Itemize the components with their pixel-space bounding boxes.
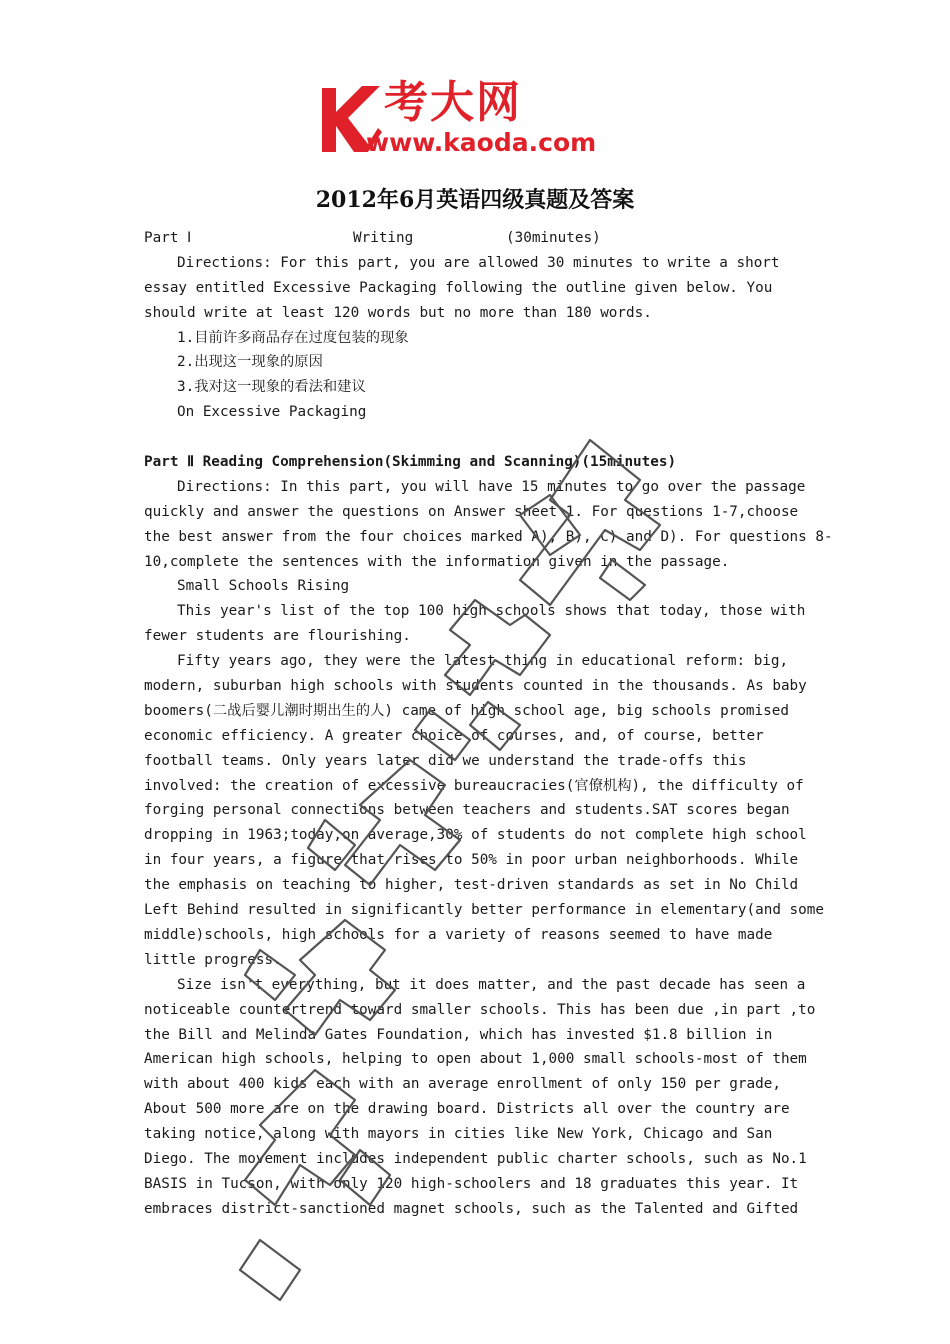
paragraph-line: boomers(二战后婴儿潮时期出生的人) came of high school age, big schools promised — [144, 702, 789, 719]
part1-directions-line: essay entitled Excessive Packaging following the outline given below. You — [144, 279, 773, 296]
paragraph-line: with about 400 kids each with an average enrollment of only 150 per grade, — [144, 1076, 781, 1093]
part1-time: (30minutes) — [506, 230, 601, 246]
outline-item: 3.我对这一现象的看法和建议 — [177, 379, 366, 396]
paragraph-line: forging personal connections between teachers and students.SAT scores began — [144, 802, 790, 819]
paragraph-line: dropping in 1963;today,on average,30% of students do not complete high school — [144, 827, 807, 844]
paragraph-line: middle)schools, high schools for a variety of reasons seemed to have made — [144, 926, 773, 943]
essay-title: On Excessive Packaging — [177, 404, 367, 421]
part1-directions-line: should write at least 120 words but no more than 180 words. — [144, 304, 652, 321]
document-title: 2012年6月英语四级真题及答案 — [315, 187, 635, 213]
part2-directions-line: the best answer from the four choices marked A), B), C) and D). For questions 8- — [144, 528, 833, 545]
paragraph-line: modern, suburban high schools with students counted in the thousands. As baby — [144, 678, 807, 695]
paragraph-line: the emphasis on teaching to higher, test-driven standards as set in No Child — [144, 877, 799, 894]
paragraph-line: This year's list of the top 100 high schools shows that today, those with — [177, 603, 806, 620]
passage-title: Small Schools Rising — [177, 578, 350, 595]
part2-heading: Part Ⅱ Reading Comprehension(Skimming and Scanning)(15minutes) — [144, 454, 677, 471]
paragraph-line: economic efficiency. A greater choice of courses, and, of course, better — [144, 727, 764, 744]
paragraph-line: American high schools, helping to open about 1,000 small schools-most of them — [144, 1051, 807, 1068]
part1-heading — [144, 226, 814, 251]
document-body — [144, 226, 833, 1222]
paragraph-line: the Bill and Melinda Gates Foundation, which has invested $1.8 billion in — [144, 1026, 773, 1043]
paragraph-line: BASIS in Tucson, with only 120 high-schoolers and 18 graduates this year. It — [144, 1175, 799, 1192]
outline-item: 2.出现这一现象的原因 — [177, 354, 323, 371]
paragraph-line: About 500 more are on the drawing board. Districts all over the country are — [144, 1101, 790, 1118]
paragraph-line: Left Behind resulted in significantly better performance in elementary(and some — [144, 902, 824, 919]
paragraph-line: in four years, a figure that rises to 50% in poor urban neighborhoods. While — [144, 852, 799, 869]
paragraph-line: fewer students are flourishing. — [144, 628, 411, 645]
paragraph-line: embraces district-sanctioned magnet schools, such as the Talented and Gifted — [144, 1200, 799, 1217]
blank-line — [144, 425, 814, 450]
paragraph-line: involved: the creation of excessive bureaucracies(官僚机构), the difficulty of — [144, 777, 804, 794]
part1-directions-line: Directions: For this part, you are allowed 30 minutes to write a short — [177, 254, 780, 271]
part2-directions-line: Directions: In this part, you will have 15 minutes to go over the passage — [177, 478, 806, 495]
logo-chinese-text: 考大网 — [384, 77, 522, 128]
logo-url-text: www.kaoda.com — [366, 128, 597, 157]
paragraph-line: football teams. Only years later did we understand the trade-offs this — [144, 752, 747, 769]
kaoda-logo — [318, 78, 638, 160]
part1-label: Part Ⅰ — [144, 230, 192, 246]
paragraph-line: Size isn't everything, but it does matter, and the past decade has seen a — [177, 976, 806, 993]
paragraph-line: Fifty years ago, they were the latest thing in educational reform: big, — [177, 653, 789, 670]
outline-item: 1.目前许多商品存在过度包装的现象 — [177, 329, 409, 346]
paragraph-line: noticeable countertrend toward smaller schools. This has been due ,in part ,to — [144, 1001, 816, 1018]
paragraph-line: little progress. — [144, 951, 282, 968]
paragraph-line: taking notice, along with mayors in cities like New York, Chicago and San — [144, 1126, 773, 1143]
paragraph-line: Diego. The movement includes independent public charter schools, such as No.1 — [144, 1150, 807, 1167]
part2-directions-line: 10,complete the sentences with the information given in the passage. — [144, 553, 730, 570]
part2-directions-line: quickly and answer the questions on Answer sheet 1. For questions 1-7,choose — [144, 503, 799, 520]
part1-name: Writing — [353, 230, 414, 246]
